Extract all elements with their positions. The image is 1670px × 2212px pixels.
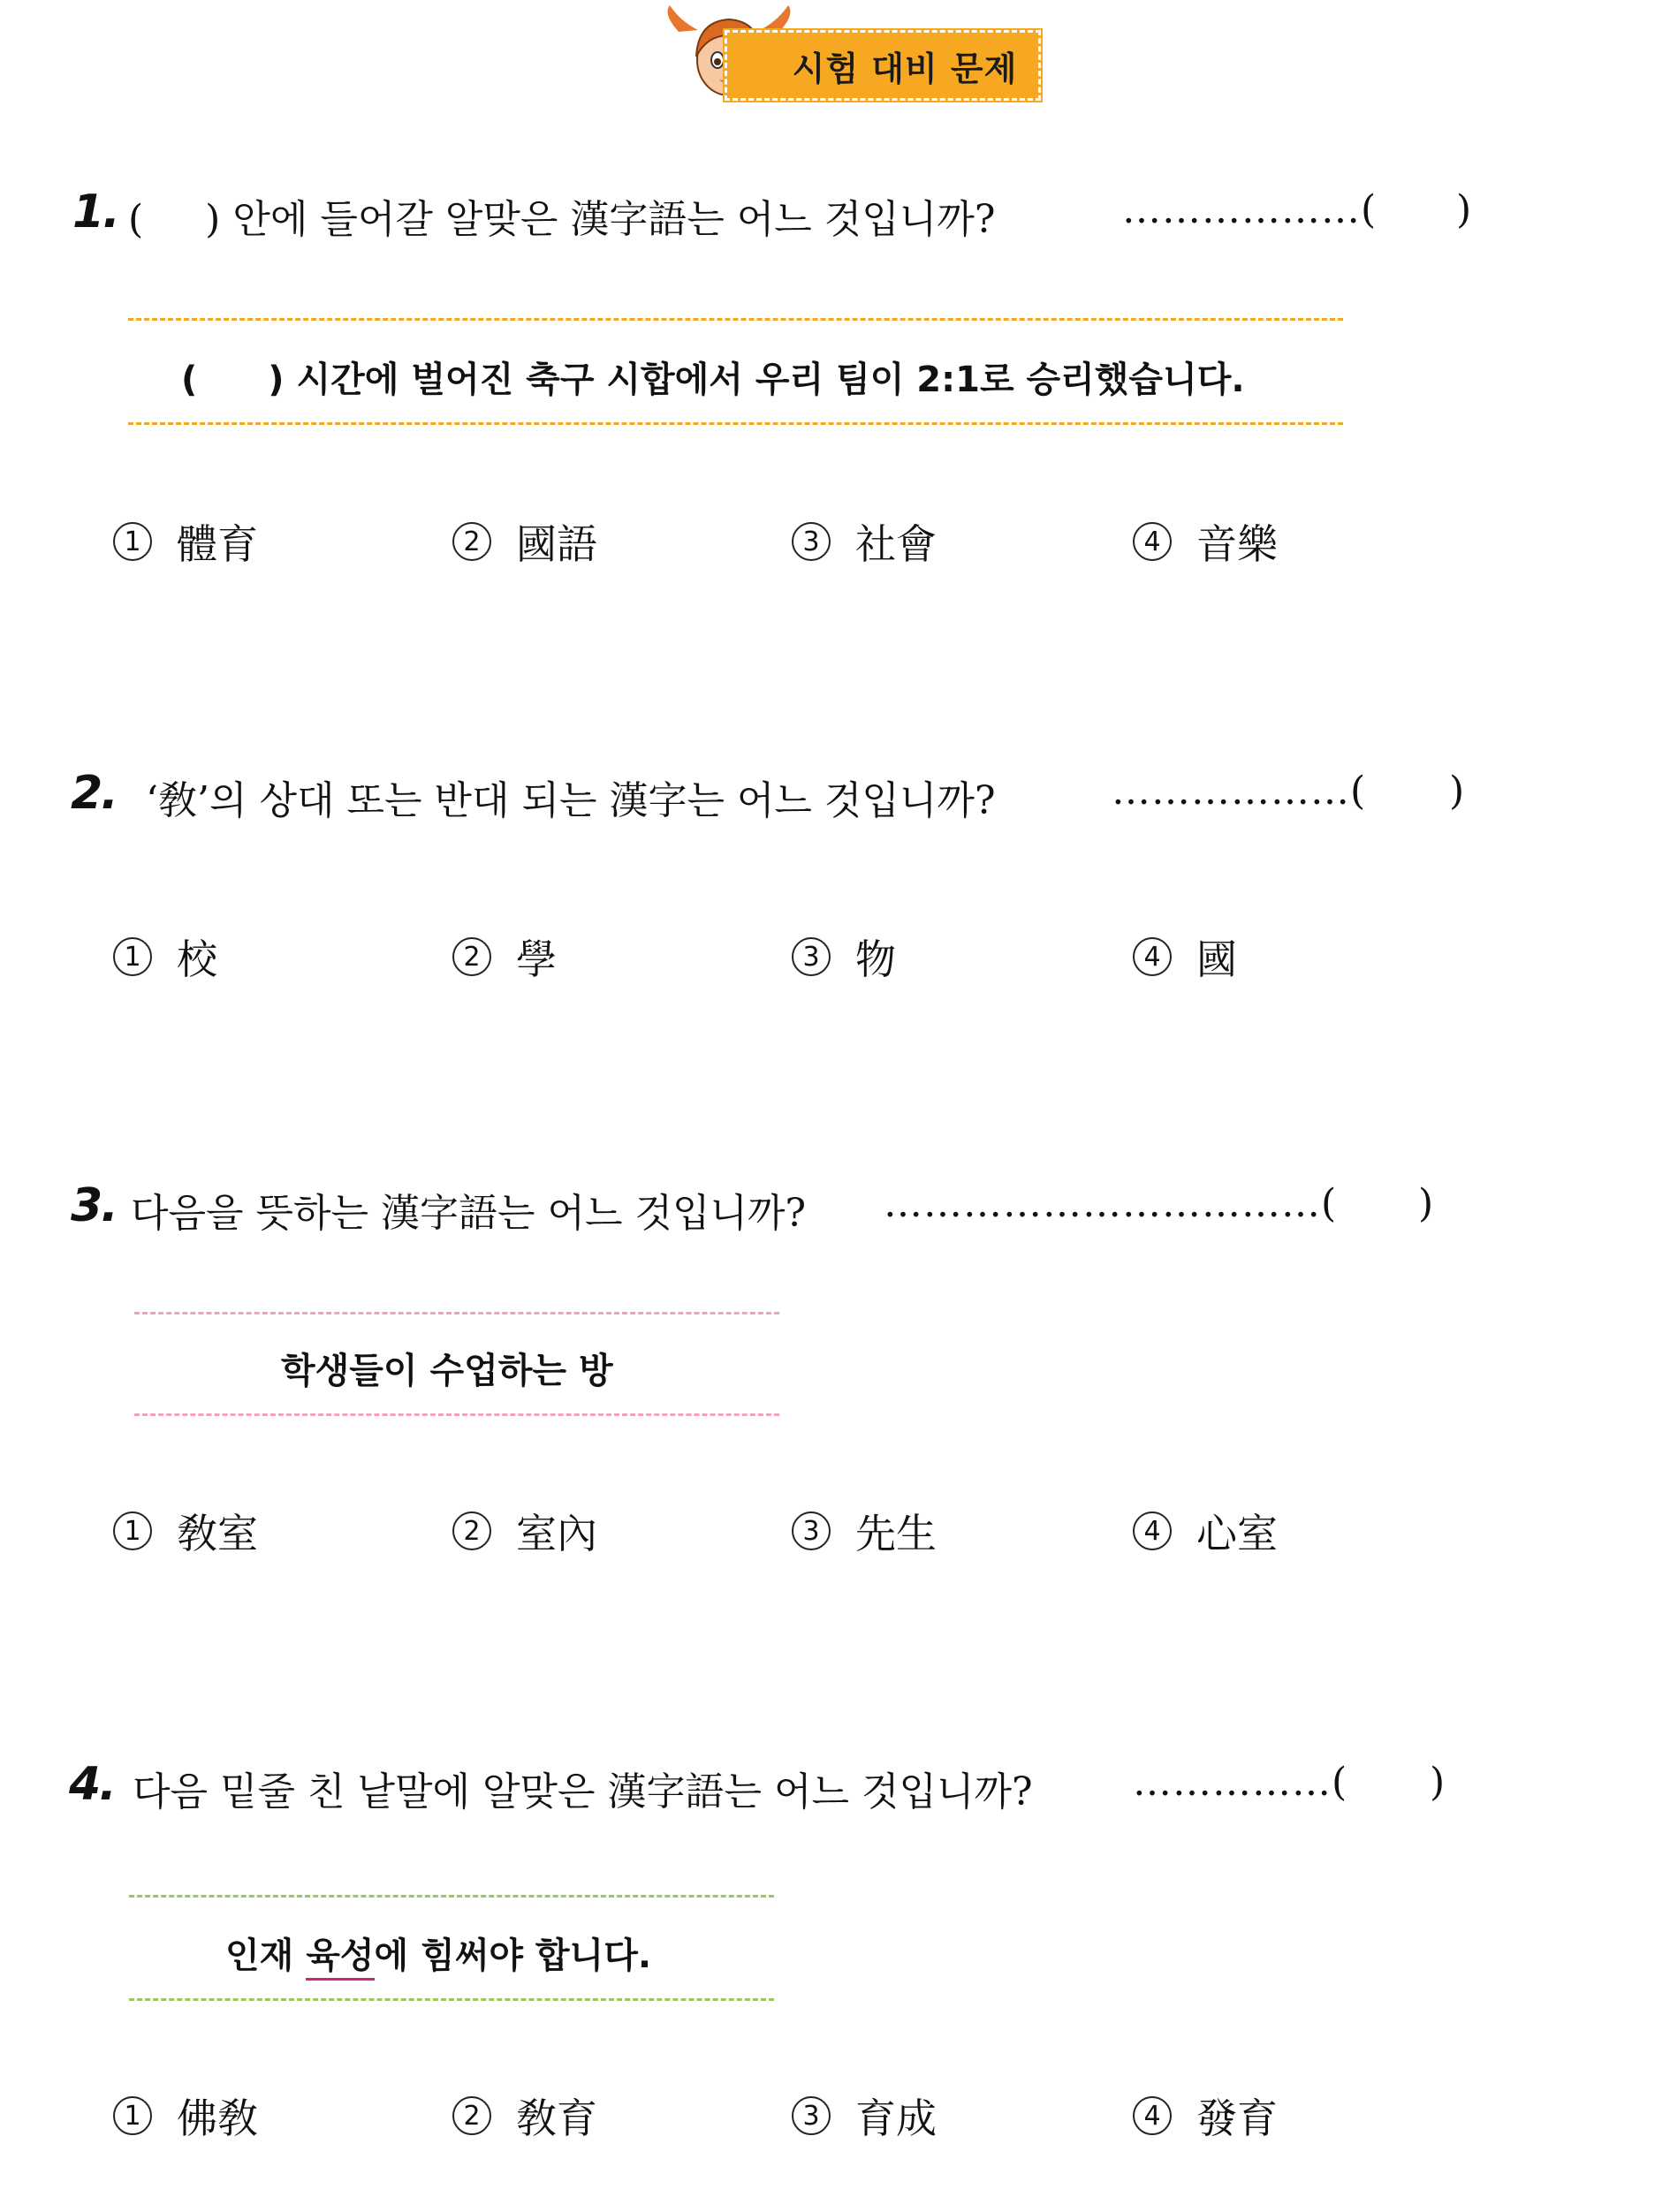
options-row (0, 928, 1670, 998)
question-stem: 다음 밑줄 친 낱말에 알맞은 漢字語는 어느 것입니까? (133, 1769, 1033, 1814)
answer-dots: ……………………………( (884, 1181, 1338, 1226)
option-text: 敎室 (177, 1510, 258, 1557)
example-sentence (225, 1928, 651, 1978)
option-2[interactable] (452, 1502, 597, 1560)
option-4[interactable] (1133, 1502, 1278, 1560)
option-number-circle: 4 (1133, 1511, 1172, 1550)
option-2[interactable] (452, 928, 557, 986)
sentence-suffix: 에 힘써야 합니다. (374, 1936, 652, 1976)
box-bottom-rule (134, 1413, 779, 1416)
option-number-circle: 3 (792, 522, 831, 561)
option-text: 體育 (177, 520, 258, 568)
option-3[interactable] (792, 928, 896, 986)
box-bottom-rule (129, 1998, 774, 2001)
option-number-circle: 1 (113, 937, 152, 976)
option-text: 音樂 (1196, 520, 1278, 568)
options-row (0, 512, 1670, 583)
page-title: 시험 대비 문제 (792, 49, 1018, 88)
question-number: 2. (71, 767, 117, 820)
option-number-circle: 4 (1133, 2096, 1172, 2135)
options-row (0, 2087, 1670, 2157)
example-text: ) 시간에 벌어진 축구 시합에서 우리 팀이 2:1로 승리했습니다. (268, 360, 1245, 400)
answer-dots: ………………( (1112, 769, 1367, 814)
option-1[interactable] (113, 2087, 258, 2145)
option-4[interactable] (1133, 512, 1278, 571)
option-number-circle: 2 (452, 1511, 491, 1550)
option-number-circle: 1 (113, 2096, 152, 2135)
option-3[interactable] (792, 512, 937, 571)
option-number-circle: 2 (452, 2096, 491, 2135)
answer-close-paren: ) (1449, 769, 1465, 814)
box-top-rule (128, 318, 1343, 321)
question-stem: 다음을 뜻하는 漢字語는 어느 것입니까? (131, 1191, 807, 1236)
option-number-circle: 3 (792, 2096, 831, 2135)
example-open-paren: ( (181, 360, 198, 400)
option-text: 校 (177, 936, 217, 983)
option-number-circle: 1 (113, 522, 152, 561)
option-number-circle: 3 (792, 937, 831, 976)
answer-close-paren: ) (1418, 1181, 1434, 1226)
question-number: 3. (71, 1179, 117, 1232)
option-number-circle: 2 (452, 937, 491, 976)
option-4[interactable] (1133, 928, 1237, 986)
box-top-rule (129, 1895, 774, 1898)
question-number: 1. (72, 186, 118, 239)
option-text: 室內 (516, 1510, 597, 1557)
answer-close-paren: ) (1456, 187, 1472, 232)
sentence-prefix: 인재 (225, 1936, 307, 1976)
badge-label-box (725, 30, 1041, 101)
option-text: 敎育 (516, 2095, 597, 2142)
header-badge (663, 5, 1051, 102)
option-number-circle: 1 (113, 1511, 152, 1550)
option-number-circle: 4 (1133, 937, 1172, 976)
answer-close-paren: ) (1430, 1760, 1446, 1805)
option-text: 先生 (855, 1510, 937, 1557)
option-1[interactable] (113, 512, 258, 571)
question-text (128, 187, 995, 244)
option-text: 佛敎 (177, 2095, 258, 2142)
answer-dots: ……………( (1133, 1760, 1348, 1805)
option-text: 心室 (1196, 1510, 1278, 1557)
question-number: 4. (69, 1758, 115, 1811)
question-stem: ‘敎’의 상대 또는 반대 되는 漢字는 어느 것입니까? (146, 778, 996, 823)
option-2[interactable] (452, 2087, 597, 2145)
option-text: 育成 (855, 2095, 937, 2142)
options-row (0, 1502, 1670, 1572)
option-1[interactable] (113, 928, 217, 986)
question-stem: ) 안에 들어갈 알맞은 漢字語는 어느 것입니까? (205, 197, 996, 242)
option-3[interactable] (792, 2087, 937, 2145)
option-text: 物 (855, 936, 896, 983)
answer-dots: ………………( (1122, 187, 1378, 232)
option-number-circle: 3 (792, 1511, 831, 1550)
option-3[interactable] (792, 1502, 937, 1560)
underlined-word: 육성 (306, 1936, 374, 1981)
definition-text: 학생들이 수업하는 방 (281, 1351, 613, 1391)
box-top-rule (134, 1312, 779, 1314)
box-bottom-rule (128, 422, 1343, 425)
option-4[interactable] (1133, 2087, 1278, 2145)
open-paren: ( (128, 197, 144, 242)
example-sentence (181, 352, 1245, 402)
option-text: 發育 (1196, 2095, 1278, 2142)
option-text: 國語 (516, 520, 597, 568)
option-text: 社會 (855, 520, 937, 568)
option-text: 學 (516, 936, 557, 983)
option-text: 國 (1196, 936, 1237, 983)
option-2[interactable] (452, 512, 597, 571)
option-number-circle: 4 (1133, 522, 1172, 561)
option-number-circle: 2 (452, 522, 491, 561)
option-1[interactable] (113, 1502, 258, 1560)
